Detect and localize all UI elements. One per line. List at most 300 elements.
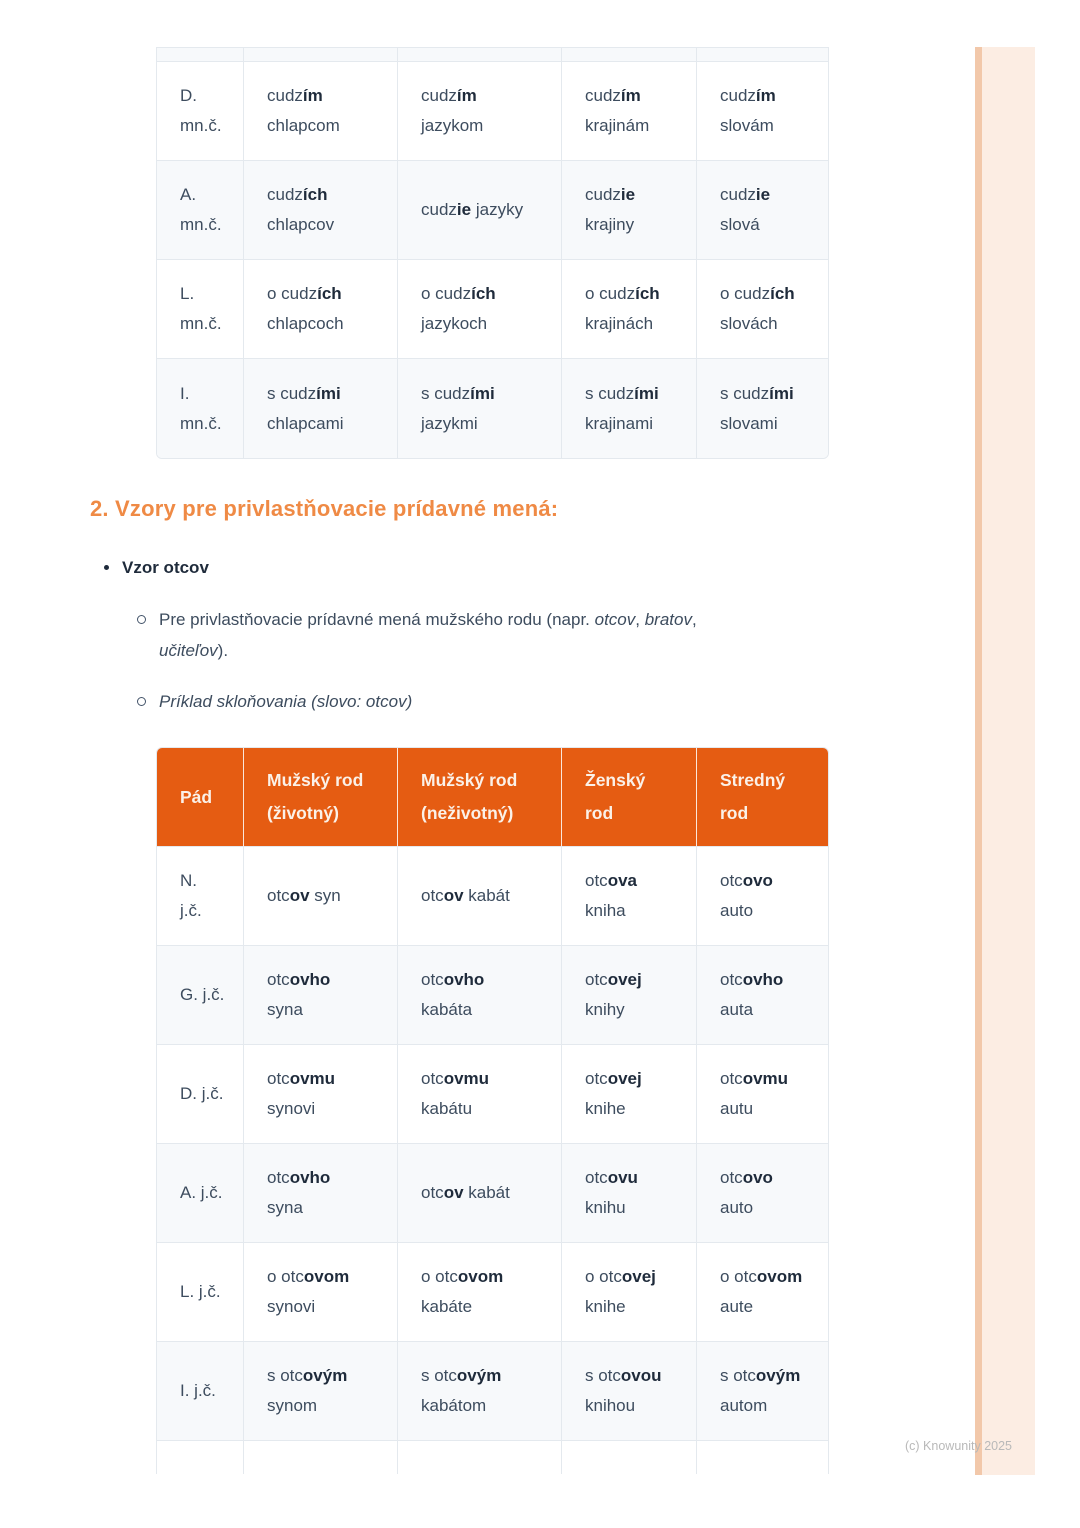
text-line — [421, 1391, 555, 1421]
text-segment: otc — [421, 1069, 444, 1088]
table-cell — [244, 161, 398, 259]
text-segment: rod — [585, 803, 614, 823]
text-line — [180, 781, 237, 814]
text-segment: synom — [267, 1396, 318, 1415]
text-segment: , — [635, 610, 645, 629]
text-segment: Mužský rod — [267, 770, 364, 790]
text-line — [267, 1064, 391, 1094]
text-segment: synovi — [267, 1297, 316, 1316]
text-line — [421, 309, 555, 339]
table-cell — [398, 1342, 562, 1440]
bold-ending: ích — [317, 284, 342, 303]
text-line — [720, 995, 822, 1025]
text-line — [421, 764, 555, 797]
circle-bullet-icon — [137, 615, 146, 624]
text-segment: jazykom — [421, 116, 484, 135]
text-line — [267, 1292, 391, 1322]
table-row — [157, 946, 828, 1045]
text-line — [421, 1178, 555, 1208]
text-segment: kabát — [463, 886, 510, 905]
table-cell — [562, 1045, 697, 1143]
text-line — [720, 965, 822, 995]
table-cell — [398, 359, 562, 458]
text-segment: L. j.č. — [180, 1282, 221, 1301]
table-cell — [697, 62, 828, 160]
bold-ending: ími — [769, 383, 794, 403]
table-cell — [398, 260, 562, 358]
text-line — [421, 995, 555, 1025]
table-cell — [244, 1144, 398, 1242]
text-line — [180, 111, 237, 141]
case-label-cell — [157, 1342, 244, 1440]
table-cell — [244, 847, 398, 945]
table-cell — [244, 48, 398, 61]
text-line — [267, 180, 391, 210]
page-accent-bar — [975, 47, 1035, 1475]
table-cell — [398, 1243, 562, 1341]
text-segment: D. — [180, 86, 197, 105]
table-row — [157, 1441, 828, 1474]
text-segment: o cudz — [267, 284, 318, 303]
text-line — [585, 797, 690, 830]
bold-ending: ovho — [443, 970, 485, 989]
text-line — [720, 309, 822, 339]
text-line — [267, 1262, 391, 1292]
text-line — [585, 111, 690, 141]
text-segment: kabátu — [421, 1099, 473, 1118]
case-label-cell — [157, 161, 244, 259]
text-line — [585, 180, 690, 210]
text-segment: bratov — [644, 610, 692, 629]
text-line — [421, 1361, 555, 1391]
text-line — [720, 210, 822, 240]
text-segment: mn.č. — [180, 413, 222, 433]
bold-ending: ovmu — [742, 1069, 789, 1088]
text-segment: Mužský rod — [421, 770, 518, 790]
text-line — [180, 980, 237, 1010]
text-segment: mn.č. — [180, 215, 222, 234]
text-line — [421, 1064, 555, 1094]
text-line — [180, 1178, 237, 1208]
bullet-label: Vzor otcov — [122, 558, 209, 577]
table-header-row — [157, 748, 828, 847]
text-line — [585, 1391, 690, 1421]
text-line — [267, 965, 391, 995]
text-segment: s cudz — [720, 383, 770, 403]
text-line — [585, 896, 690, 926]
text-segment: Pád — [180, 786, 213, 807]
bullet-dot-icon — [104, 565, 109, 570]
table-cell — [398, 1441, 562, 1474]
text-segment: syn — [309, 886, 341, 905]
text-line — [180, 279, 237, 309]
text-segment: Ženský — [585, 770, 646, 790]
table-cell — [244, 1045, 398, 1143]
table-cell — [398, 48, 562, 61]
text-line — [720, 1262, 822, 1292]
text-line — [180, 1376, 237, 1406]
text-segment: knihe — [585, 1297, 626, 1316]
text-segment: otc — [421, 886, 444, 905]
text-line — [267, 1094, 391, 1124]
text-segment: cudz — [720, 185, 756, 204]
text-line — [720, 81, 822, 111]
text-line — [421, 195, 555, 225]
text-segment: jazykoch — [421, 314, 488, 333]
table-cell — [697, 1045, 828, 1143]
table-cell — [697, 946, 828, 1044]
table-cell — [697, 1441, 828, 1474]
text-segment: , — [691, 610, 697, 629]
text-line — [720, 1391, 822, 1421]
text-segment: L. — [180, 284, 195, 303]
text-segment: syna — [267, 1198, 303, 1217]
bold-ending: ími — [316, 383, 341, 403]
table-cell — [398, 946, 562, 1044]
text-line — [267, 881, 391, 911]
text-segment: otc — [720, 970, 743, 989]
bold-ending: ie — [456, 200, 472, 219]
bold-ending: ovmu — [289, 1069, 336, 1088]
text-segment: kabát — [463, 1183, 510, 1202]
text-segment: cudz — [267, 185, 303, 204]
text-line — [267, 1361, 391, 1391]
text-segment: jazyky — [471, 200, 524, 219]
table-row — [157, 62, 828, 161]
text-line — [720, 896, 822, 926]
table-cell — [562, 48, 697, 61]
text-line — [180, 1079, 237, 1109]
bold-ending: ovej — [607, 1069, 642, 1088]
text-line — [267, 764, 391, 797]
bold-ending: ovmu — [443, 1069, 490, 1088]
bold-ending: ích — [471, 284, 496, 303]
text-line — [159, 604, 697, 635]
table-cell — [244, 1441, 398, 1474]
case-label-cell — [157, 48, 244, 61]
text-segment: N. — [180, 871, 197, 890]
case-label-cell — [157, 359, 244, 458]
text-segment: jazykmi — [421, 413, 478, 433]
table-cell — [697, 1144, 828, 1242]
bold-ending: ovo — [742, 871, 773, 890]
text-segment: knihu — [585, 1198, 626, 1217]
bold-ending: ovom — [303, 1267, 350, 1286]
text-line — [585, 81, 690, 111]
bold-ending: ovo — [742, 1168, 773, 1187]
case-label-cell — [157, 1243, 244, 1341]
table-cell — [697, 847, 828, 945]
text-segment: Stredný — [720, 770, 786, 790]
bold-ending: ím — [755, 86, 776, 105]
bold-ending: ími — [634, 383, 659, 403]
text-line — [267, 81, 391, 111]
text-segment: s cudz — [585, 383, 635, 403]
text-segment: slovami — [720, 413, 778, 433]
text-segment: A. j.č. — [180, 1183, 223, 1202]
text-line — [267, 995, 391, 1025]
text-line — [720, 1064, 822, 1094]
text-segment: auto — [720, 1198, 754, 1217]
bold-ending: ova — [607, 871, 637, 890]
copyright-footer: (c) Knowunity 2025 — [905, 1439, 1013, 1453]
text-line — [267, 797, 391, 830]
text-line — [720, 797, 822, 830]
text-line — [421, 409, 555, 439]
text-segment: o otc — [267, 1267, 304, 1286]
text-segment: krajinách — [585, 314, 654, 333]
text-line — [585, 279, 690, 309]
case-label-cell — [157, 1441, 244, 1474]
text-segment: otc — [720, 1069, 743, 1088]
header-cell — [697, 748, 828, 846]
text-segment: otc — [267, 886, 290, 905]
text-segment: kabáta — [421, 1000, 473, 1019]
text-segment: s cudz — [421, 383, 471, 403]
text-line — [585, 1094, 690, 1124]
text-segment: aute — [720, 1297, 754, 1316]
text-line — [267, 409, 391, 439]
text-segment: o cudz — [421, 284, 472, 303]
text-segment: otc — [421, 1183, 444, 1202]
bold-ending: ovom — [756, 1267, 803, 1286]
bold-ending: ovho — [289, 1168, 331, 1187]
text-segment: chlapcom — [267, 116, 340, 135]
text-segment: otc — [421, 970, 444, 989]
text-line — [267, 1193, 391, 1223]
text-segment: chlapcoch — [267, 314, 344, 333]
text-segment: otc — [720, 871, 743, 890]
text-line — [585, 1292, 690, 1322]
circle-bullet-icon — [137, 697, 146, 706]
text-line — [720, 279, 822, 309]
text-segment: knihe — [585, 1099, 626, 1118]
table-cell — [398, 62, 562, 160]
text-line — [585, 210, 690, 240]
table-cell — [697, 1243, 828, 1341]
text-line — [585, 1064, 690, 1094]
text-segment: o otc — [585, 1267, 622, 1286]
text-segment: I. j.č. — [180, 1381, 216, 1400]
text-line — [180, 409, 237, 439]
text-segment: s otc — [421, 1366, 457, 1385]
text-line — [720, 409, 822, 439]
text-segment: autu — [720, 1099, 754, 1118]
table-cell — [562, 1342, 697, 1440]
table-cell — [562, 62, 697, 160]
text-line — [585, 309, 690, 339]
text-segment: ). — [217, 641, 229, 660]
bold-ending: ím — [620, 86, 641, 105]
text-line — [720, 764, 822, 797]
text-line — [421, 1094, 555, 1124]
bold-ending: ím — [456, 86, 477, 105]
text-line — [585, 1163, 690, 1193]
text-segment: otc — [720, 1168, 743, 1187]
text-segment: krajiny — [585, 215, 635, 234]
text-line — [267, 111, 391, 141]
text-line — [720, 1163, 822, 1193]
text-line — [180, 210, 237, 240]
text-line — [421, 111, 555, 141]
text-segment: slovách — [720, 314, 778, 333]
text-line — [421, 279, 555, 309]
bold-ending: ov — [443, 886, 464, 905]
text-line — [585, 866, 690, 896]
text-line — [585, 1262, 690, 1292]
text-line — [421, 1262, 555, 1292]
text-segment: autom — [720, 1396, 768, 1415]
bold-ending: ích — [635, 284, 660, 303]
text-line — [720, 379, 822, 409]
text-segment: otc — [585, 871, 608, 890]
text-segment: otcov — [594, 610, 636, 629]
table-cell — [562, 359, 697, 458]
table-row — [157, 1144, 828, 1243]
text-segment: s otc — [267, 1366, 303, 1385]
bold-ending: ovho — [289, 970, 331, 989]
table-cell — [562, 1441, 697, 1474]
table-cell — [562, 161, 697, 259]
text-segment: s otc — [585, 1366, 621, 1385]
text-segment: otc — [267, 1069, 290, 1088]
text-segment: krajinám — [585, 116, 650, 135]
text-segment: o otc — [720, 1267, 757, 1286]
bold-ending: ovým — [755, 1366, 801, 1385]
sub-bullet-example — [137, 686, 412, 717]
text-line — [180, 81, 237, 111]
text-segment: synovi — [267, 1099, 316, 1118]
header-cell — [244, 748, 398, 846]
table-cell — [244, 62, 398, 160]
text-segment: Pre privlastňovacie prídavné mená mužského rodu (napr. — [159, 610, 595, 629]
table-cell — [398, 1144, 562, 1242]
table-cell — [244, 1342, 398, 1440]
text-segment: o cudz — [585, 284, 636, 303]
table-row — [157, 260, 828, 359]
text-line — [180, 379, 237, 409]
text-line — [421, 797, 555, 830]
text-segment: A. — [180, 185, 197, 204]
table-row — [157, 1045, 828, 1144]
text-segment: chlapcami — [267, 413, 344, 433]
bold-ending: ovej — [621, 1267, 656, 1286]
table-cell — [697, 260, 828, 358]
case-label-cell — [157, 62, 244, 160]
text-line — [720, 111, 822, 141]
bold-ending: ích — [302, 185, 328, 204]
text-line — [159, 635, 697, 666]
table-cell — [562, 1144, 697, 1242]
text-segment: učiteľov — [159, 641, 218, 660]
text-line — [180, 866, 237, 896]
bold-ending: ích — [770, 284, 795, 303]
text-line — [421, 965, 555, 995]
bold-ending: ím — [302, 86, 323, 105]
text-segment: chlapcov — [267, 215, 335, 234]
table-cell — [398, 1045, 562, 1143]
text-segment: cudz — [585, 86, 621, 105]
text-segment: kabáte — [421, 1297, 473, 1316]
case-label-cell — [157, 946, 244, 1044]
header-cell — [562, 748, 697, 846]
bold-ending: ie — [755, 185, 771, 204]
header-cell — [157, 748, 244, 846]
text-line — [585, 379, 690, 409]
text-segment: auto — [720, 901, 754, 920]
text-segment: otc — [267, 970, 290, 989]
text-line — [421, 1292, 555, 1322]
text-segment: otc — [267, 1168, 290, 1187]
sub-bullet-description-text — [159, 604, 697, 666]
text-line — [585, 409, 690, 439]
table-row — [157, 48, 828, 62]
bold-ending: ovej — [607, 970, 642, 989]
text-segment: mn.č. — [180, 314, 222, 333]
text-segment: D. j.č. — [180, 1084, 224, 1103]
bold-ending: ie — [620, 185, 636, 204]
table-cell — [244, 260, 398, 358]
table-cell — [697, 1342, 828, 1440]
table-cell — [398, 161, 562, 259]
sub-bullet-example-text: Príklad skloňovania (slovo: otcov) — [159, 692, 413, 711]
text-line — [421, 379, 555, 409]
header-cell — [398, 748, 562, 846]
text-segment: j.č. — [180, 901, 202, 920]
text-segment: cudz — [267, 86, 303, 105]
case-label-cell — [157, 1045, 244, 1143]
text-segment: krajinami — [585, 413, 654, 433]
text-segment: kabátom — [421, 1396, 487, 1415]
bold-ending: ovom — [457, 1267, 504, 1286]
text-segment: (životný) — [267, 803, 339, 823]
bold-ending: ovu — [607, 1168, 638, 1187]
bold-ending: ov — [289, 886, 310, 905]
table-row — [157, 1243, 828, 1342]
table-cell — [244, 946, 398, 1044]
text-line — [421, 81, 555, 111]
bold-ending: ov — [443, 1183, 464, 1202]
table-cell — [562, 1243, 697, 1341]
text-line — [585, 965, 690, 995]
table-row — [157, 1342, 828, 1441]
text-segment: syna — [267, 1000, 303, 1019]
text-line — [421, 881, 555, 911]
table-row — [157, 359, 828, 458]
text-line — [720, 1193, 822, 1223]
text-segment: slová — [720, 215, 760, 234]
text-line — [267, 279, 391, 309]
text-segment: G. j.č. — [180, 985, 225, 1004]
text-segment: kniha — [585, 901, 626, 920]
text-segment: otc — [585, 970, 608, 989]
text-line — [585, 995, 690, 1025]
bold-ending: ími — [470, 383, 495, 403]
text-segment: cudz — [421, 86, 457, 105]
text-line — [180, 896, 237, 926]
case-label-cell — [157, 1144, 244, 1242]
table-cell — [697, 161, 828, 259]
table-cell — [398, 847, 562, 945]
text-segment: auta — [720, 1000, 754, 1019]
text-segment: slovám — [720, 116, 774, 135]
text-line — [720, 1292, 822, 1322]
bold-ending: ovou — [620, 1366, 662, 1385]
table-cell — [562, 260, 697, 358]
table-cell — [244, 359, 398, 458]
case-label-cell — [157, 847, 244, 945]
text-line — [180, 309, 237, 339]
